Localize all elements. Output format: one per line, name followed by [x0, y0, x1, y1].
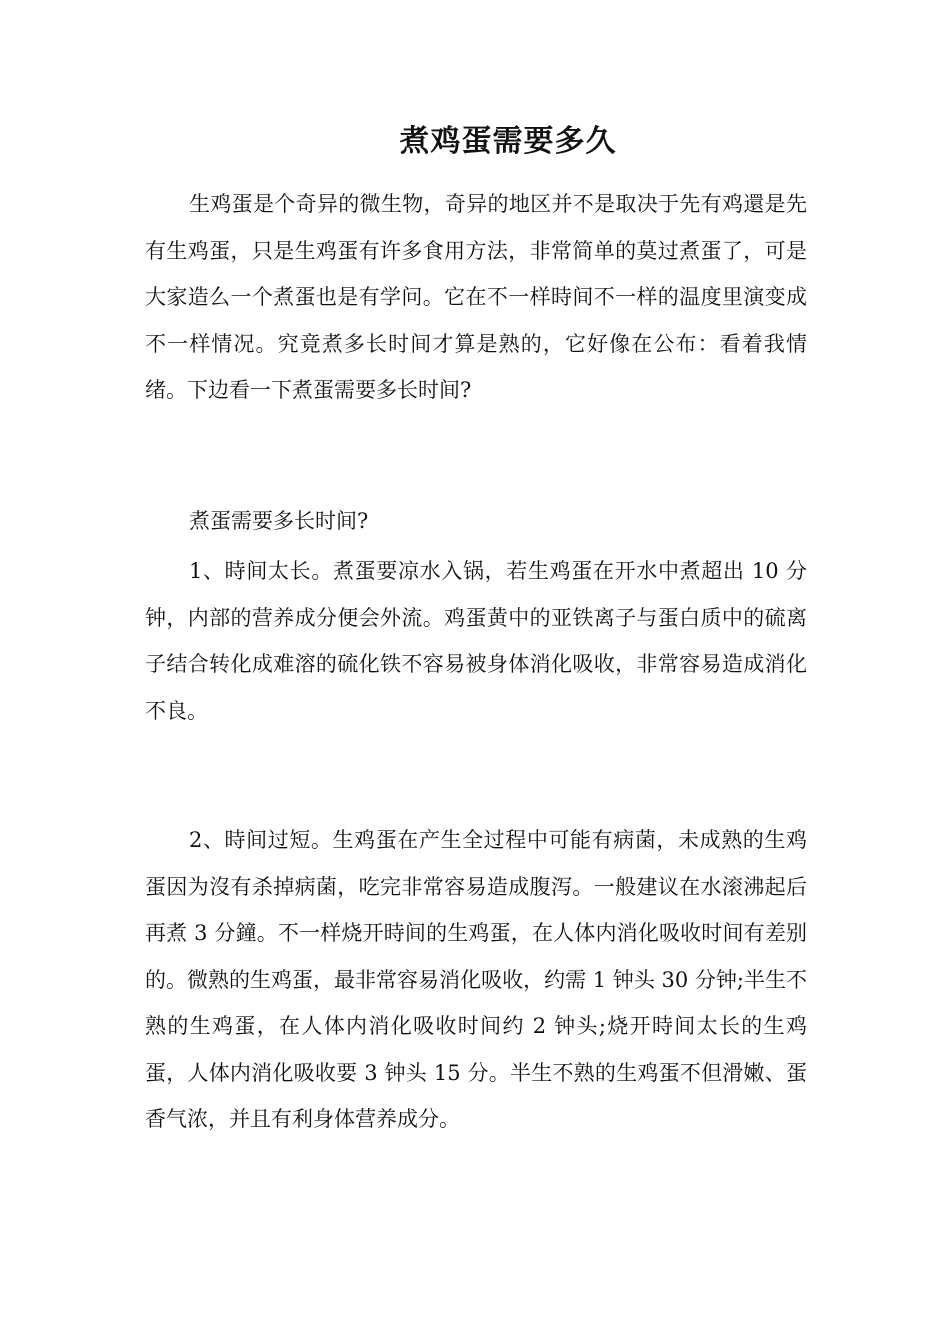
intro-paragraph: 生鸡蛋是个奇异的微生物，奇异的地区并不是取决于先有鸡還是先有生鸡蛋，只是生鸡蛋有许多食用方法，非常简单的莫过煮蛋了，可是大家造么一个煮蛋也是有学问。它在不一样時间不一样的温度里演变成不一样情况。究竟煮多长时间才算是熟的，它好像在公布：看着我情绪。下边看一下煮蛋需要多长时间?	[145, 192, 807, 402]
document-title: 煮鸡蛋需要多久	[399, 124, 617, 159]
point-one-paragraph: 1、時间太长。煮蛋要凉水入锅，若生鸡蛋在开水中煮超出 10 分钟，内部的营养成分便会外流。鸡蛋黄中的亚铁离子与蛋白质中的硫离子结合转化成难溶的硫化铁不容易被身体消化吸收，非常容易造成消化不良。	[145, 559, 807, 723]
section-heading: 煮蛋需要多长时间?	[189, 509, 369, 533]
point-two-paragraph: 2、時间过短。生鸡蛋在产生全过程中可能有病菌，未成熟的生鸡蛋因为沒有杀掉病菌，吃完非常容易造成腹泻。一般建议在水滚沸起后再煮 3 分鐘。不一样烧开時间的生鸡蛋，在人体内消化吸收时间有差别的。微熟的生鸡蛋，最非常容易消化吸收，约需 1 钟头 30 分钟;半生不熟的生鸡蛋，在人体内消化吸收时间约 2 钟头;烧开時间太长的生鸡蛋，人体内消化吸收要 3 钟头 15 分。半生不熟的生鸡蛋不但滑嫩、蛋香气浓，并且有利身体营养成分。	[145, 828, 807, 1131]
